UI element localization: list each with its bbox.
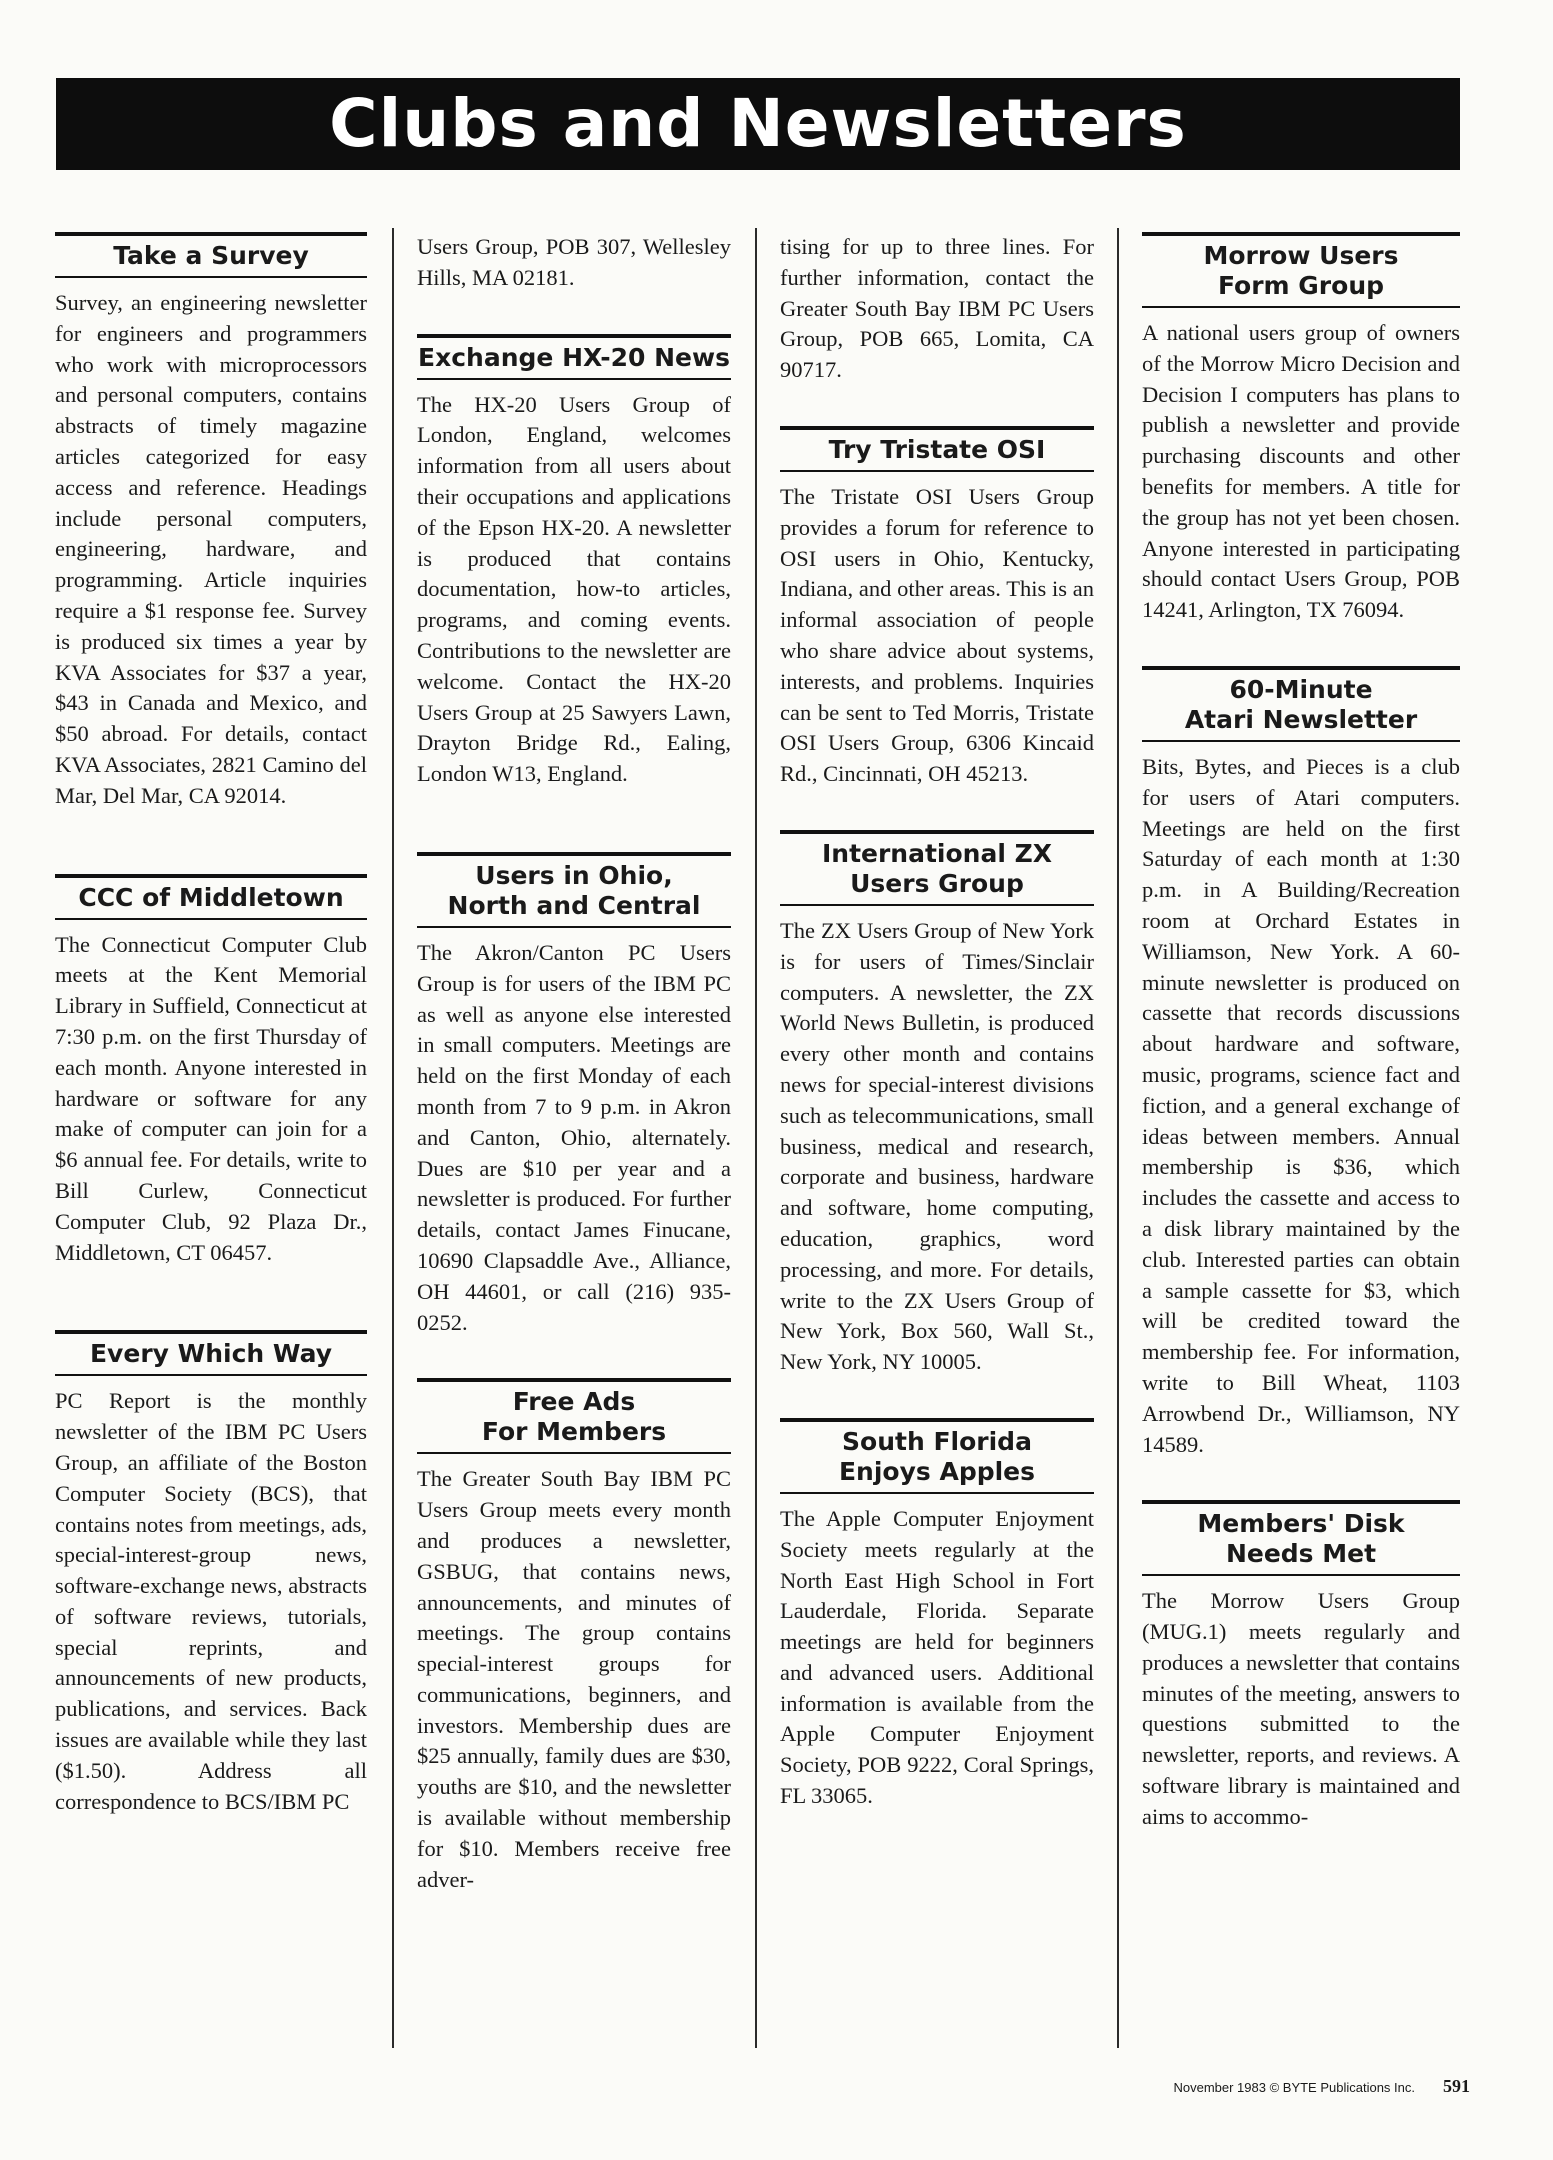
article-60-minute-atari	[1142, 666, 1460, 1460]
heading-line: South Florida	[842, 1426, 1032, 1456]
article-every-which-way	[55, 1330, 367, 1817]
article-ccc-of-middletown	[55, 874, 367, 1269]
column-4	[1142, 232, 1460, 1833]
heading-line: Users Group	[850, 868, 1024, 898]
heading-line: North and Central	[447, 890, 701, 920]
article-heading: Exchange HX-20 News	[417, 334, 731, 380]
column-divider	[755, 228, 757, 2048]
article-body: A national users group of owners of the Morrow Micro Decision and Decision I computers has plans to publish a newsletter and provide purchasing discounts and other benefits for members. A title for the group has not yet been chosen. Anyone interested in participating should contact Users Group, POB 14241, Arlington, TX 76094.	[1142, 320, 1460, 623]
article-body: Survey, an engineering newsletter for engineers and programmers who work with microprocessors and personal computers, contains abstracts of timely magazine articles categorized for easy access and reference. Headings include personal computers, engineering, hardware, and programming. Article inquiries require a $1 response fee. Survey is produced six times a year by KVA Associates for $37 a year, $43 in Canada and Mexico, and $50 abroad. For details, contact KVA Associates, 2821 Camino del Mar, Del Mar, CA 92014.	[55, 290, 367, 808]
article-body: The ZX Users Group of New York is for users of Times/Sinclair computers. A newsletter, the ZX World News Bulletin, is produced every other month and contains news for special-interest divisions such as telecommunications, small business, medical and research, corporate and business, hardware and software, home computing, education, graphics, word processing, and more. For details, write to the ZX Users Group of New York, Box 560, Wall St., New York, NY 10005.	[780, 917, 1094, 1375]
article-heading	[1142, 1500, 1460, 1576]
article-heading	[417, 1378, 731, 1454]
column-3	[780, 232, 1094, 1812]
heading-line: Enjoys Apples	[838, 1456, 1036, 1486]
heading-line: 60-Minute	[1229, 674, 1373, 704]
heading-line: Needs Met	[1225, 1539, 1377, 1569]
article-body: The Apple Computer Enjoyment Society meets regularly at the North East High School in Fort Lauderdale, Florida. Separate meetings are held for beginners and advanced users. Additional information is available from the Apple Computer Enjoyment Society, POB 9222, Coral Springs, FL 33065.	[780, 1505, 1094, 1809]
article-international-zx	[780, 830, 1094, 1378]
article-heading: Try Tristate OSI	[780, 426, 1094, 472]
article-heading: Every Which Way	[55, 1330, 367, 1376]
article-heading	[780, 1418, 1094, 1494]
heading-line: Form Group	[1217, 271, 1385, 300]
column-1	[55, 232, 367, 1817]
article-body: The Greater South Bay IBM PC Users Group meets every month and produces a newsletter, GSBUG, that contains news, announcements, and minutes of meetings. The group contains special-interest groups for communications, beginners, and investors. Membership dues are $25 annually, family dues are $30, youths are $10, and the newsletter is available without membership for $10. Members receive free adver-	[417, 1466, 731, 1892]
footer-credit: November 1983 © BYTE Publications Inc.	[1173, 2080, 1415, 2095]
column-divider	[392, 228, 394, 2048]
heading-line: Users in Ohio,	[475, 860, 673, 890]
article-heading	[1142, 232, 1460, 308]
page-number: 591	[1443, 2076, 1470, 2096]
article-body: The Connecticut Computer Club meets at the Kent Memorial Library in Suffield, Connecticut at 7:30 p.m. on the first Thursday of each month. Anyone interested in hardware or software for any make of computer can join for a $6 annual fee. For details, write to Bill Curlew, Connecticut Computer Club, 92 Plaza Dr., Middletown, CT 06457.	[55, 931, 367, 1265]
heading-line: Members' Disk	[1197, 1509, 1405, 1539]
heading-line: International ZX	[821, 838, 1053, 868]
article-exchange-hx20-news	[417, 334, 731, 790]
column-divider	[1117, 228, 1119, 2048]
article-body-continued: Users Group, POB 307, Wellesley Hills, MA 02181.	[417, 234, 731, 290]
article-free-ads	[417, 1378, 731, 1895]
article-body: The HX-20 Users Group of London, England, welcomes information from all users about their occupations and applications of the Epson HX-20. A newsletter is produced that contains documentation, how-to articles, programs, and coming events. Contributions to the newsletter are welcome. Contact the HX-20 Users Group at 25 Sawyers Lawn, Drayton Bridge Rd., Ealing, London W13, England.	[417, 391, 731, 787]
article-heading	[1142, 666, 1460, 742]
article-body: PC Report is the monthly newsletter of the IBM PC Users Group, an affiliate of the Boston Computer Society (BCS), that contains notes from meetings, ads, special-interest-group news, software-exchange news, abstracts of software reviews, tutorials, special reprints, and announcements of new products, publications, and services. Back issues are available while they last ($1.50). Address all correspondence to BCS/IBM PC	[55, 1388, 367, 1814]
article-heading: Take a Survey	[55, 232, 367, 278]
article-body-continued: tising for up to three lines. For further information, contact the Greater South Bay IBM PC Users Group, POB 665, Lomita, CA 90717.	[780, 234, 1094, 383]
article-body: The Akron/Canton PC Users Group is for users of the IBM PC as well as anyone else interested in small computers. Meetings are held on the first Monday of each month from 7 to 9 p.m. in Akron and Canton, Ohio, alternately. Dues are $10 per year and a newsletter is produced. For further details, contact James Finucane, 10690 Clapsaddle Ave., Alliance, OH 44601, or call (216) 935-0252.	[417, 939, 731, 1335]
heading-line: Atari Newsletter	[1184, 704, 1418, 734]
page-title: Clubs and Newsletters	[56, 78, 1460, 170]
heading-line: Free Ads	[512, 1387, 636, 1417]
article-heading	[417, 852, 731, 928]
page-footer	[1090, 2076, 1470, 2097]
article-south-florida	[780, 1418, 1094, 1812]
column-2	[417, 232, 731, 1895]
article-body: Bits, Bytes, and Pieces is a club for users of Atari computers. Meetings are held on the first Saturday of each month at 1:30 p.m. in A Building/Recreation room at Orchard Estates in Williamson, New York. A 60-minute newsletter is produced on cassette that records discussions about hardware and software, music, programs, science fact and fiction, and a general exchange of ideas between members. Annual membership is $36, which includes the cassette and access to a disk library maintained by the club. Interested parties can obtain a sample cassette for $3, which will be credited toward the membership fee. For information, write to Bill Wheat, 1103 Arrowbend Dr., Williamson, NY 14589.	[1142, 753, 1460, 1457]
heading-line: Morrow Users	[1203, 241, 1399, 270]
article-body: The Morrow Users Group (MUG.1) meets regularly and produces a newsletter that contains minutes of the meeting, answers to questions submitted to the newsletter, reports, and reviews. A software library is maintained and aims to accommo-	[1142, 1588, 1460, 1829]
heading-line: For Members	[481, 1417, 667, 1447]
article-take-a-survey	[55, 232, 367, 812]
article-heading	[780, 830, 1094, 906]
article-body: The Tristate OSI Users Group provides a forum for reference to OSI users in Ohio, Kentucky, Indiana, and other areas. This is an informal association of people who share advice about systems, interests, and problems. Inquiries can be sent to Ted Morris, Tristate OSI Users Group, 6306 Kincaid Rd., Cincinnati, OH 45213.	[780, 483, 1094, 787]
article-members-disk	[1142, 1500, 1460, 1832]
article-try-tristate-osi	[780, 426, 1094, 790]
article-users-in-ohio	[417, 852, 731, 1338]
article-heading: CCC of Middletown	[55, 874, 367, 920]
article-morrow-users	[1142, 232, 1460, 626]
